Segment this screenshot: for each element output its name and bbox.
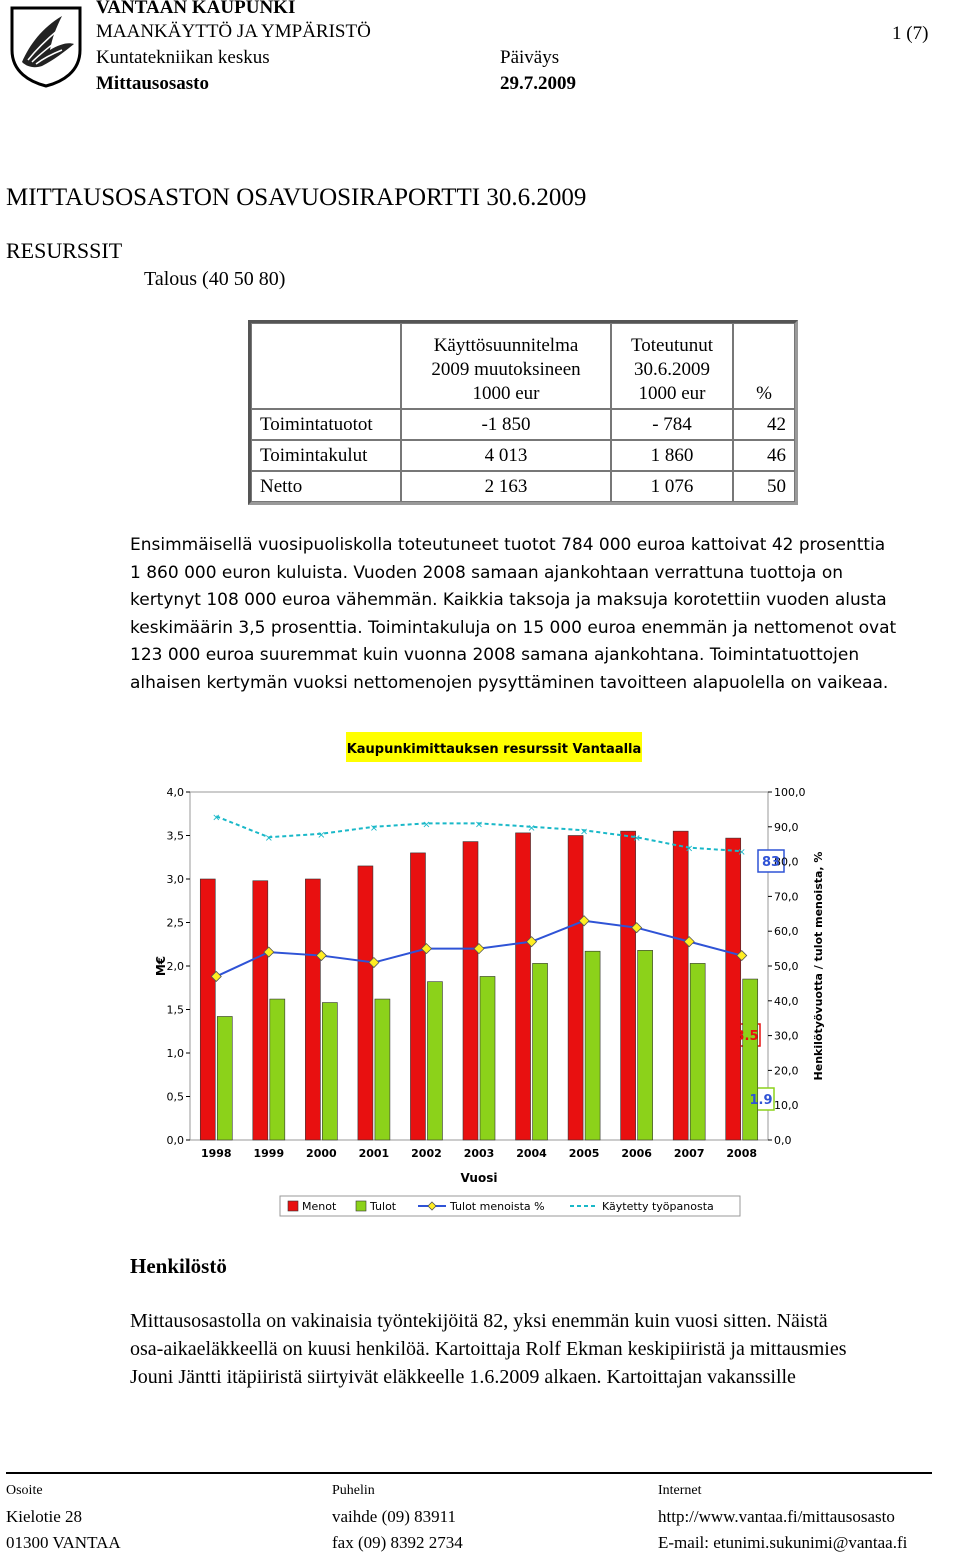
footer-address-line2: 01300 VANTAA [6, 1533, 121, 1552]
bar-tulot [427, 982, 442, 1140]
bar-tulot [480, 976, 495, 1140]
table-row [251, 440, 795, 471]
header-date-label: Päiväys [500, 47, 560, 68]
y-tick-label: 2,0 [166, 960, 184, 973]
table-header-empty [251, 323, 401, 409]
footer-phone [332, 1478, 463, 1556]
table-cell-label: Toimintatuotot [251, 409, 401, 440]
table-row [251, 471, 795, 502]
bar-tulot [217, 1016, 232, 1140]
header-subunit: Mittausosasto [96, 73, 209, 94]
footer-url-link[interactable]: http://www.vantaa.fi/mittausosasto [658, 1507, 895, 1526]
bar-menot [621, 831, 636, 1140]
legend-swatch [288, 1201, 298, 1211]
report-title: MITTAUSOSASTON OSAVUOSIRAPORTTI 30.6.2009 [6, 184, 587, 211]
y2-tick-label: 0,0 [774, 1134, 792, 1147]
x-tick-label: 2000 [306, 1147, 337, 1160]
x-tick-label: 2008 [726, 1147, 758, 1160]
bar-menot [516, 833, 531, 1140]
paragraph-line: Ensimmäisellä vuosipuoliskolla toteutuneet tuotot 784 000 euroa kattoivat 42 prosenttia [130, 535, 886, 555]
table-header-actual [611, 323, 733, 409]
footer-email: E-mail: etunimi.sukunimi@vantaa.fi [658, 1533, 908, 1552]
table-header-actual-line1: Toteutunut [630, 335, 714, 356]
line-point-marker: × [317, 829, 326, 841]
x-tick-label: 2006 [621, 1147, 652, 1160]
bar-menot [305, 879, 320, 1140]
table-header-plan-line3: 1000 eur [472, 383, 540, 404]
personnel-paragraph [130, 1307, 960, 1391]
paragraph-line: Jouni Jäntti itäpiiristä siirtyivät eläkkeelle 1.6.2009 alkaen. Kartoittajan vakanssille [130, 1366, 796, 1388]
bar-tulot [322, 1003, 337, 1140]
table-header-plan-line1: Käyttösuunnitelma [433, 335, 579, 356]
x-tick-label: 2001 [358, 1147, 390, 1160]
table-cell-plan: 2 163 [401, 471, 611, 502]
paragraph-line: 1 860 000 euron kuluista. Vuoden 2008 samaan ajankohtaan verrattuna tuottoja on [130, 562, 844, 583]
annotation-label: 3.5 [735, 1029, 759, 1044]
y-tick-label: 0,0 [166, 1134, 184, 1147]
finance-table [248, 320, 798, 505]
y2-tick-label: 90,0 [774, 820, 799, 834]
bar-tulot [585, 951, 600, 1140]
table-cell-actual: 1 076 [611, 471, 733, 502]
section-heading-personnel: Henkilöstö [130, 1254, 227, 1278]
line-point-marker: × [422, 819, 431, 831]
y-tick-label: 3,0 [166, 873, 184, 886]
x-tick-label: 1999 [253, 1147, 285, 1160]
bar-tulot [533, 963, 548, 1140]
header-department: MAANKÄYTTÖ JA YMPÄRISTÖ [96, 21, 371, 42]
footer-fax-number: fax (09) 8392 2734 [332, 1533, 463, 1552]
bar-tulot [743, 979, 758, 1140]
y-tick-label: 1,5 [166, 1003, 184, 1017]
footer-address-line1: Kielotie 28 [6, 1507, 83, 1526]
y2-tick-label: 80,0 [774, 855, 799, 869]
bar-tulot [270, 999, 285, 1140]
table-cell-percent: 46 [733, 440, 795, 471]
y-tick-label: 2,5 [166, 916, 184, 930]
x-tick-label: 2004 [516, 1147, 547, 1160]
bar-tulot [638, 950, 653, 1140]
table-cell-percent: 50 [733, 471, 795, 502]
line-point-marker: × [474, 819, 484, 831]
footer-address [6, 1478, 121, 1556]
table-cell-label: Toimintakulut [251, 440, 401, 471]
table-header-percent: % [733, 323, 795, 409]
section-heading-resources: RESURSSIT [6, 238, 123, 263]
paragraph-line: 123 000 euroa suuremmat kuin vuonna 2008 samana ajankohtana. Toimintatuottojen [130, 645, 860, 666]
y2-tick-label: 10,0 [774, 1099, 799, 1113]
table-cell-plan: -1 850 [401, 409, 611, 440]
table-cell-label: Netto [251, 471, 401, 502]
footer-divider [6, 1472, 932, 1474]
x-tick-label: 2007 [673, 1147, 705, 1160]
paragraph-line: keskimäärin 3,5 prosenttia. Toimintakuluja on 15 000 euroa enemmän ja nettomenot ovat [130, 617, 897, 638]
y2-tick-label: 30,0 [774, 1029, 799, 1043]
x-tick-label: 2005 [568, 1147, 600, 1160]
bar-menot [410, 853, 425, 1140]
vantaa-coat-of-arms-logo [6, 4, 86, 88]
header-org: VANTAAN KAUPUNKI [96, 0, 296, 18]
chart-title: Kaupunkimittauksen resurssit Vantaalla [346, 742, 642, 757]
y-axis-title: M€ [153, 955, 168, 977]
x-tick-label: 2003 [463, 1147, 495, 1160]
line-point-marker: × [527, 822, 536, 834]
x-tick-label: 1998 [200, 1147, 232, 1160]
bar-menot [253, 881, 268, 1140]
bar-menot [673, 831, 688, 1140]
paragraph-line: osa-aikaeläkkeellä on kuusi henkilöä. Kartoittaja Rolf Ekman keskipiiristä ja mittausmies [130, 1338, 847, 1360]
footer-address-label: Osoite [6, 1483, 43, 1498]
line-point-marker: × [369, 822, 379, 834]
table-cell-plan: 4 013 [401, 440, 611, 471]
table-row [251, 409, 795, 440]
legend-label: Käytetty työpanosta [602, 1200, 714, 1213]
y2-tick-label: 60,0 [774, 925, 799, 939]
subsection-heading-finance: Talous (40 50 80) [144, 268, 286, 290]
legend-label: Menot [302, 1200, 337, 1213]
y2-tick-label: 100,0 [774, 786, 806, 799]
footer-phone-label: Puhelin [332, 1483, 375, 1498]
line-point-marker: × [684, 843, 694, 855]
table-cell-percent: 42 [733, 409, 795, 440]
annotation-label: 83 [761, 855, 781, 870]
x-axis-title: Vuosi [460, 1171, 498, 1185]
bar-menot [726, 838, 741, 1140]
x-tick-label: 2002 [411, 1147, 442, 1160]
finance-paragraph [130, 532, 942, 698]
footer-internet-label: Internet [658, 1483, 702, 1498]
y2-tick-label: 40,0 [774, 994, 799, 1008]
table-header-plan-line2: 2009 muutoksineen [431, 359, 581, 380]
table-header-plan [401, 323, 611, 409]
y2-tick-label: 70,0 [774, 890, 799, 904]
y-tick-label: 3,5 [166, 829, 184, 843]
footer-internet [658, 1478, 907, 1556]
line-point-marker: × [264, 833, 274, 845]
bar-menot [358, 866, 373, 1140]
line-point-marker: × [737, 847, 746, 859]
y-tick-label: 0,5 [166, 1090, 184, 1104]
legend-swatch [356, 1201, 366, 1211]
table-header-actual-line3: 1000 eur [638, 383, 706, 404]
line-point-marker: × [212, 812, 221, 824]
table-cell-actual: - 784 [611, 409, 733, 440]
header-date: 29.7.2009 [500, 73, 576, 94]
line-point-marker: × [579, 826, 589, 838]
bar-tulot [690, 963, 705, 1140]
bar-menot [568, 836, 583, 1141]
paragraph-line: Mittausosastolla on vakinaisia työntekijöitä 82, yksi enemmän kuin vuosi sitten. Näistä [130, 1310, 828, 1332]
annotation-label: 1.9 [749, 1093, 773, 1108]
line-point-marker: × [632, 833, 641, 845]
table-cell-actual: 1 860 [611, 440, 733, 471]
bar-menot [463, 842, 478, 1140]
y2-axis-title: Henkilötyövuotta / tulot menoista, % [812, 851, 825, 1081]
table-header-actual-line2: 30.6.2009 [634, 359, 710, 380]
header-unit: Kuntatekniikan keskus [96, 47, 270, 68]
y2-tick-label: 50,0 [774, 960, 799, 973]
y2-tick-label: 20,0 [774, 1064, 799, 1078]
page-number: 1 (7) [892, 23, 929, 44]
y-tick-label: 4,0 [166, 786, 184, 799]
bar-menot [200, 879, 215, 1140]
paragraph-line: kertynyt 108 000 euroa vähemmän. Kaikkia taksoja ja maksuja korotettiin vuoden alusta [130, 590, 887, 611]
table-header-row [251, 323, 795, 409]
paragraph-line: alhaisen kertymän vuoksi nettomenojen pysyttäminen tavoitteen alapuolella on vaikeaa. [130, 672, 889, 693]
resources-chart [150, 728, 830, 1226]
legend-label: Tulot menoista % [450, 1200, 545, 1213]
footer-phone-number: vaihde (09) 83911 [332, 1507, 457, 1526]
y-tick-label: 1,0 [166, 1047, 184, 1060]
bar-tulot [375, 999, 390, 1140]
legend-label: Tulot [370, 1200, 397, 1213]
